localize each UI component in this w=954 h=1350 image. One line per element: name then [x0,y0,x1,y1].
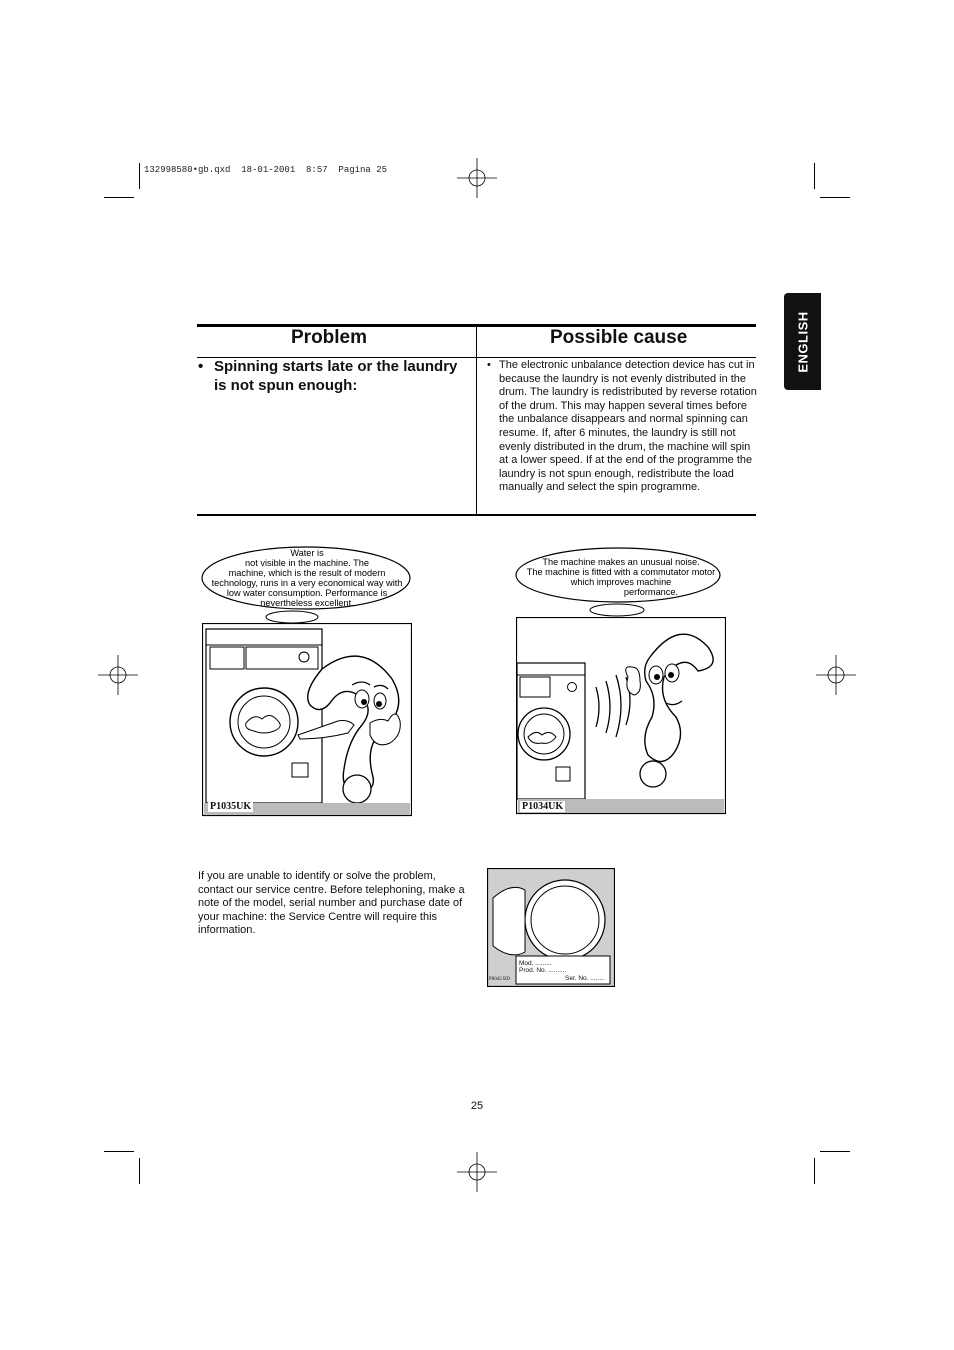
registration-mark-icon [816,655,856,695]
washing-machine-character-icon [516,617,726,817]
illustration-unusual-noise [514,543,728,818]
bullet: • [487,359,491,371]
plate-mod: Mod. ......... [519,960,552,967]
cause-text: The electronic unbalance detection device has cut in because the laundry is not evenly distributed in the drum. The laundry is redistributed by reverse rotation of the drum. This may happen several times before the unbalance disappears and normal spinning can resume. If, after 6 minutes, the laundry is still not evenly distributed in the drum, the machine will spin at a lower speed. If at the end of the programme the laundry is not spun enough, redistribute the load manually and select the spin programme. [499,359,757,494]
bubble-text: The machine makes an unusual noise. The machine is fitted with a commutator motor which improves machine performance. [526,557,716,597]
language-tab-label: ENGLISH [795,310,810,373]
figure-code: P1035UK [210,801,252,812]
plate-ser: Ser. No. ........ [565,975,605,982]
print-header: 132998580•gb.qxd 18-01-2001 8:57 Pagina 25 [144,165,388,175]
rating-plate-illustration [487,868,615,987]
problem-text: Spinning starts late or the laundry is not spun enough: [214,358,458,394]
figure-code: P1034UK [522,801,564,812]
service-centre-text: If you are unable to identify or solve the problem, contact our service centre. Before telephoning, make a note of the model, serial number and purchase date of your machine: the Service Centre will require this information. [198,870,465,937]
bullet: • [198,358,204,375]
page-number: 25 [470,1100,484,1112]
table-header-cause: Possible cause [550,327,688,348]
plate-code: P0042 BD [489,977,510,982]
language-tab [784,293,821,390]
washing-machine-character-icon [202,623,412,817]
table-header-problem: Problem [291,327,368,348]
illustration-water-not-visible [200,543,414,818]
registration-mark-icon [457,1152,497,1192]
table-column-divider [476,327,477,515]
problem-cell [198,357,468,395]
bubble-text: Water is not visible in the machine. The machine, which is the result of modern technology, runs in a very economical way with low water consumption. Performance is nevertheless excellent. [211,548,403,608]
plate-prod: Prod. No. .......... [519,967,567,974]
registration-mark-icon [98,655,138,695]
registration-mark-icon [457,158,497,198]
cause-cell [487,359,757,495]
